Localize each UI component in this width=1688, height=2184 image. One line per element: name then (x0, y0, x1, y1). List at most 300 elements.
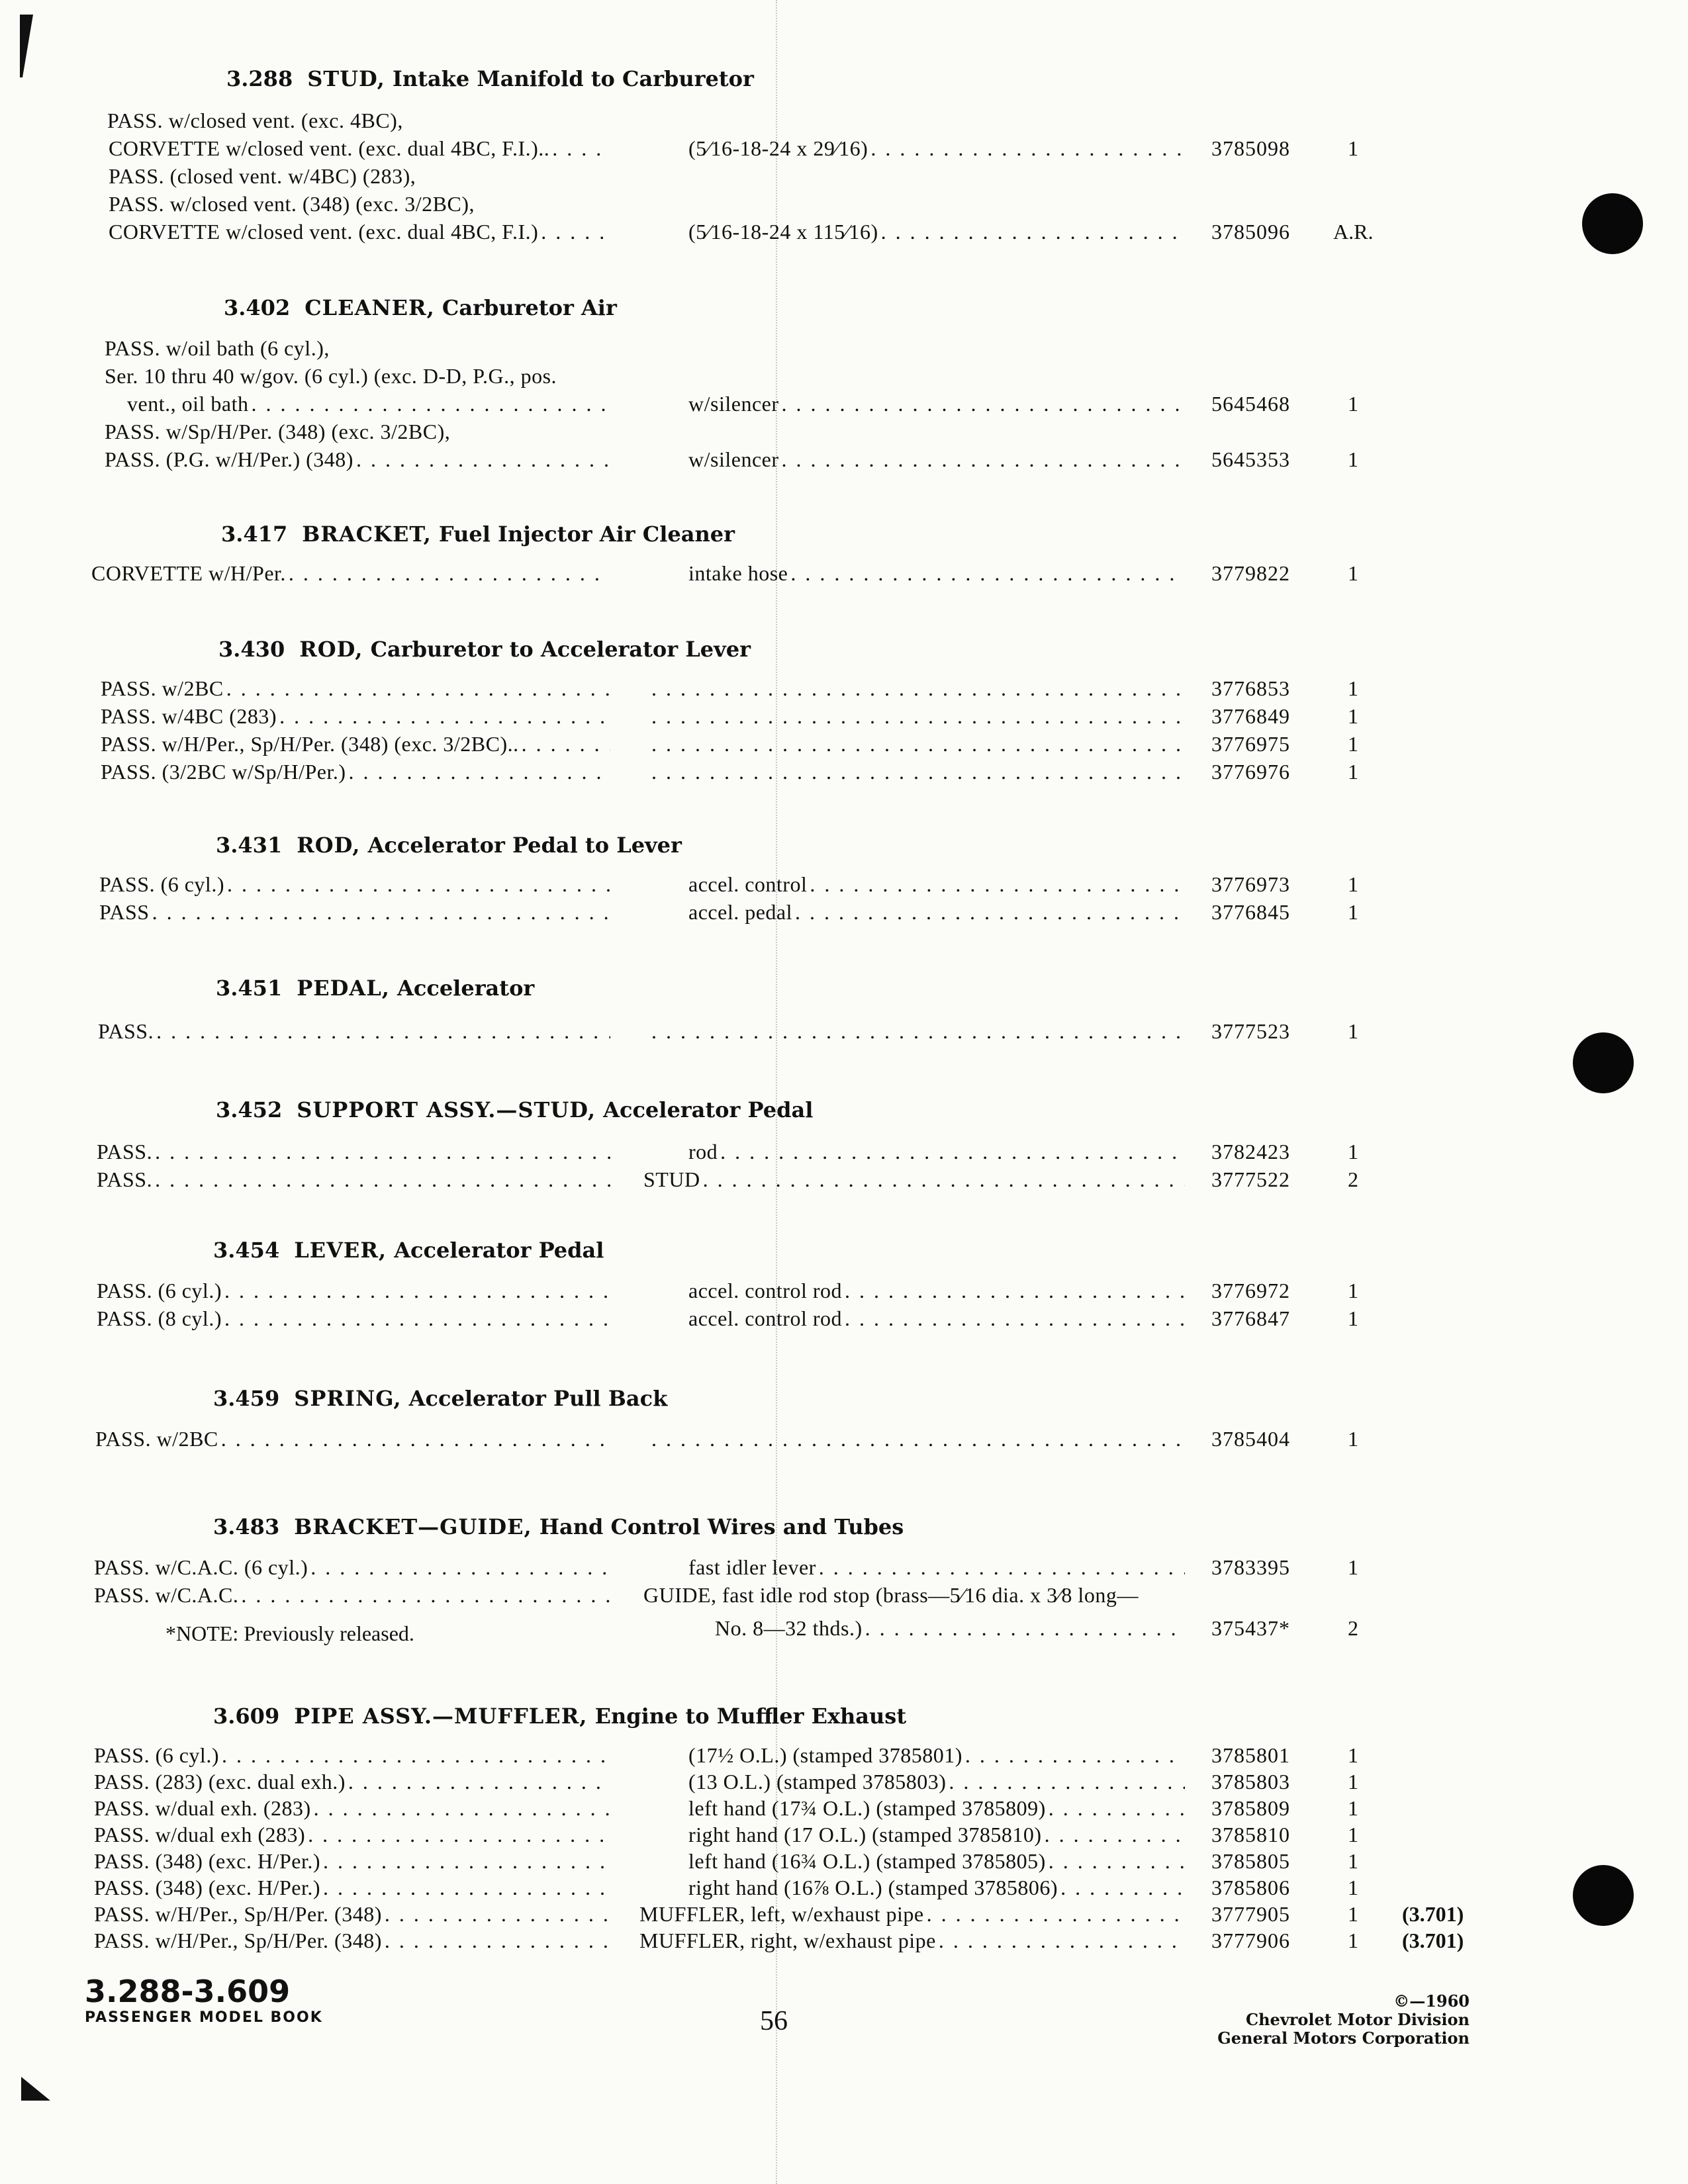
part-number: 3785805 (1211, 1849, 1290, 1873)
leader-dots (949, 1770, 1185, 1794)
application-cell (94, 1929, 610, 1953)
quantity: 1 (1348, 1306, 1358, 1330)
quantity: 1 (1348, 1743, 1358, 1767)
table-row (0, 1167, 1688, 1195)
part-number: 3785404 (1211, 1427, 1290, 1451)
description-cell (649, 732, 1185, 756)
application-cell (101, 704, 610, 729)
part-number: 3777523 (1211, 1019, 1290, 1043)
description-text: (17½ O.L.) (stamped 3785801) (688, 1743, 962, 1767)
leader-dots (226, 676, 610, 701)
table-row (0, 1770, 1688, 1797)
leader-dots (790, 561, 1185, 586)
description-cell (688, 1770, 1185, 1794)
table-row (0, 1902, 1688, 1930)
leader-dots (651, 760, 1185, 784)
part-number: 3785809 (1211, 1796, 1290, 1820)
leader-dots (819, 1555, 1185, 1580)
description-text: MUFFLER, right, w/exhaust pipe (639, 1929, 936, 1952)
part-number: 3776973 (1211, 872, 1290, 896)
leader-dots (356, 447, 610, 472)
leader-dots (310, 1555, 610, 1580)
description-cell (649, 760, 1185, 784)
description-cell (688, 220, 1185, 244)
leader-dots (155, 1140, 610, 1164)
leader-dots (522, 732, 610, 756)
application-text: PASS. (97, 1167, 153, 1191)
part-number: 3777906 (1211, 1929, 1290, 1952)
footer-group-range: 3.288-3.609 (85, 1974, 291, 2009)
group-number: 3.609 (213, 1704, 280, 1729)
description-text: accel. control rod (688, 1279, 842, 1302)
leader-dots (241, 1583, 610, 1608)
application-text: PASS. (283) (exc. dual exh.) (94, 1770, 346, 1794)
part-number: 375437* (1211, 1616, 1290, 1640)
description-cell (688, 1743, 1185, 1768)
description-text: (5⁄16-18-24 x 29⁄16) (688, 136, 868, 160)
application-cell (94, 1823, 610, 1847)
quantity: 1 (1348, 1019, 1358, 1043)
application-cell (91, 561, 610, 586)
part-number: 3776976 (1211, 760, 1290, 784)
application-text: PASS. w/C.A.C. (94, 1583, 239, 1607)
quantity: 1 (1348, 872, 1358, 896)
leader-dots (224, 1306, 610, 1331)
application-text: PASS. (P.G. w/H/Per.) (348) (105, 447, 353, 471)
table-row (0, 1019, 1688, 1047)
application-cell (97, 1140, 610, 1164)
part-description: Intake Manifold to Carburetor (392, 66, 754, 91)
leader-dots (279, 704, 610, 729)
application-cell (109, 136, 610, 161)
application-text: PASS (99, 900, 150, 924)
section-heading (221, 522, 735, 547)
application-text: PASS. (closed vent. w/4BC) (283), (109, 164, 416, 188)
leader-dots (155, 1167, 610, 1192)
corner-crop-mark (20, 15, 33, 77)
application-text: PASS. w/4BC (283) (101, 704, 277, 728)
description-text: MUFFLER, left, w/exhaust pipe (639, 1902, 924, 1926)
application-text: PASS. w/H/Per., Sp/H/Per. (348) (exc. 3/2BC).. (101, 732, 519, 756)
part-name: LEVER, (294, 1238, 387, 1263)
application-cell (94, 1770, 610, 1794)
group-number: 3.451 (216, 976, 283, 1001)
quantity: 1 (1348, 1279, 1358, 1302)
application-text: PASS. (348) (exc. H/Per.) (94, 1849, 320, 1873)
part-description: Fuel Injector Air Cleaner (438, 522, 735, 547)
part-number: 3777522 (1211, 1167, 1290, 1191)
description-cell (688, 1849, 1185, 1874)
leader-dots (314, 1796, 610, 1821)
section-heading (216, 1097, 813, 1122)
description-text: intake hose (688, 561, 788, 585)
quantity: 1 (1348, 1902, 1358, 1926)
leader-dots (323, 1876, 610, 1900)
application-text: PASS. w/dual exh (283) (94, 1823, 306, 1846)
description-cell (688, 1823, 1185, 1847)
description-text: No. 8—32 thds.) (715, 1616, 863, 1640)
application-cell (97, 1279, 610, 1303)
leader-dots (1049, 1849, 1185, 1874)
description-cell (643, 1167, 1185, 1192)
table-row (0, 1743, 1688, 1771)
table-row (0, 109, 1688, 136)
description-cell (688, 447, 1185, 472)
description-cell (649, 704, 1185, 729)
part-number: 3779822 (1211, 561, 1290, 585)
leader-dots (289, 561, 610, 586)
description-text: accel. pedal (688, 900, 792, 924)
part-number: 3777905 (1211, 1902, 1290, 1926)
leader-dots (385, 1929, 610, 1953)
application-cell (94, 1555, 610, 1580)
leader-dots (651, 704, 1185, 729)
leader-dots (348, 1770, 610, 1794)
application-text: PASS. w/closed vent. (exc. 4BC), (107, 109, 403, 132)
part-name: SUPPORT ASSY.—STUD, (297, 1097, 596, 1122)
table-row (0, 1140, 1688, 1167)
part-number: 3776975 (1211, 732, 1290, 756)
application-text: PASS. (6 cyl.) (94, 1743, 219, 1767)
quantity: 1 (1348, 1823, 1358, 1846)
quantity: 1 (1348, 1770, 1358, 1794)
leader-dots (152, 900, 610, 925)
description-text: accel. control rod (688, 1306, 842, 1330)
application-text: PASS. w/H/Per., Sp/H/Per. (348) (94, 1929, 382, 1952)
leader-dots (385, 1902, 610, 1927)
application-text: PASS. (6 cyl.) (97, 1279, 222, 1302)
application-cell (109, 192, 771, 216)
table-row (0, 732, 1688, 760)
description-text: w/silencer (688, 447, 779, 471)
application-cell (109, 220, 610, 244)
copyright-division: Chevrolet Motor Division (1246, 2010, 1470, 2029)
group-number: 3.459 (213, 1386, 280, 1411)
table-row (0, 1555, 1688, 1583)
application-text: CORVETTE w/H/Per. (91, 561, 286, 585)
leader-dots (870, 136, 1185, 161)
application-cell (101, 760, 610, 784)
application-text: PASS. (3/2BC w/Sp/H/Per.) (101, 760, 346, 784)
part-name: STUD, (307, 66, 385, 91)
part-number: 3782423 (1211, 1140, 1290, 1163)
part-number: 3785806 (1211, 1876, 1290, 1899)
description-cell (688, 1306, 1185, 1331)
quantity: 1 (1348, 900, 1358, 924)
application-text: PASS. (6 cyl.) (99, 872, 224, 896)
quantity: 1 (1348, 1140, 1358, 1163)
table-row (0, 336, 1688, 364)
part-number: 3776972 (1211, 1279, 1290, 1302)
group-number: 3.402 (224, 295, 291, 320)
part-number: 3785803 (1211, 1770, 1290, 1794)
leader-dots (323, 1849, 610, 1874)
quantity: A.R. (1333, 220, 1374, 244)
application-cell (105, 336, 767, 361)
application-text: PASS. w/dual exh. (283) (94, 1796, 311, 1820)
leader-dots (795, 900, 1185, 925)
description-text: STUD (643, 1167, 700, 1191)
footnote: *NOTE: Previously released. (165, 1621, 414, 1645)
part-name: SPRING, (294, 1386, 402, 1411)
cross-reference: (3.701) (1402, 1929, 1464, 1952)
application-cell (94, 1743, 610, 1768)
application-cell (105, 447, 610, 472)
leader-dots (720, 1140, 1185, 1164)
section-heading (224, 295, 617, 320)
leader-dots (651, 1019, 1185, 1044)
quantity: 1 (1348, 732, 1358, 756)
leader-dots (221, 1427, 610, 1451)
table-row (0, 392, 1688, 420)
copyright-block (1217, 1992, 1470, 2048)
application-cell (101, 676, 610, 701)
quantity: 2 (1348, 1616, 1358, 1640)
table-row (0, 872, 1688, 900)
description-text: left hand (16¾ O.L.) (stamped 3785805) (688, 1849, 1046, 1873)
leader-dots (782, 392, 1186, 416)
description-text: (5⁄16-18-24 x 115⁄16) (688, 220, 878, 244)
quantity: 1 (1348, 1427, 1358, 1451)
description-cell (688, 392, 1185, 416)
table-row (0, 420, 1688, 447)
quantity: 1 (1348, 136, 1358, 160)
application-cell (98, 1019, 610, 1044)
section-heading (216, 976, 534, 1001)
application-text: PASS. w/2BC (95, 1427, 218, 1451)
description-cell (715, 1616, 1185, 1641)
leader-dots (881, 220, 1185, 244)
leader-dots (651, 732, 1185, 756)
part-number: 3783395 (1211, 1555, 1290, 1579)
group-number: 3.430 (218, 637, 285, 662)
leader-dots (1060, 1876, 1185, 1900)
description-text: left hand (17¾ O.L.) (stamped 3785809) (688, 1796, 1046, 1820)
part-name: BRACKET, (302, 522, 432, 547)
application-cell (99, 900, 610, 925)
quantity: 1 (1348, 1876, 1358, 1899)
application-text: PASS. (97, 1140, 153, 1163)
part-name: CLEANER, (305, 295, 435, 320)
table-row (0, 192, 1688, 220)
part-name: ROD, (299, 637, 363, 662)
description-cell (649, 1019, 1185, 1044)
part-description: Hand Control Wires and Tubes (539, 1514, 904, 1539)
application-cell (94, 1902, 610, 1927)
description-cell (688, 1279, 1185, 1303)
table-row (0, 704, 1688, 732)
cross-reference: (3.701) (1402, 1902, 1464, 1926)
leader-dots (552, 136, 610, 161)
leader-dots (845, 1279, 1185, 1303)
application-cell (105, 420, 767, 444)
leader-dots (845, 1306, 1185, 1331)
description-cell (688, 1876, 1185, 1900)
part-number: 3776849 (1211, 704, 1290, 728)
description-cell (643, 1583, 1476, 1608)
application-text: PASS. w/C.A.C. (6 cyl.) (94, 1555, 308, 1579)
description-text: GUIDE, fast idle rod stop (brass—5⁄16 dia. x 3⁄8 long— (643, 1583, 1139, 1607)
description-cell (688, 561, 1185, 586)
leader-dots (865, 1616, 1185, 1641)
leader-dots (227, 872, 610, 897)
description-cell (688, 1796, 1185, 1821)
table-row (0, 561, 1688, 589)
application-text: PASS. w/Sp/H/Per. (348) (exc. 3/2BC), (105, 420, 451, 443)
description-text: fast idler lever (688, 1555, 816, 1579)
leader-dots (703, 1167, 1185, 1192)
table-row (0, 447, 1688, 475)
application-cell (94, 1849, 610, 1874)
quantity: 1 (1348, 1929, 1358, 1952)
table-row (0, 1279, 1688, 1306)
description-text: right hand (16⅞ O.L.) (stamped 3785806) (688, 1876, 1058, 1899)
description-cell (688, 900, 1185, 925)
quantity: 1 (1348, 561, 1358, 585)
table-row (0, 900, 1688, 928)
table-row (0, 1796, 1688, 1824)
section-heading (218, 637, 751, 662)
description-cell (649, 676, 1185, 701)
part-number: 5645353 (1211, 447, 1290, 471)
quantity: 1 (1348, 760, 1358, 784)
quantity: 1 (1348, 1555, 1358, 1579)
table-row (0, 676, 1688, 704)
description-cell (649, 1427, 1185, 1451)
table-row (0, 760, 1688, 788)
part-name: ROD, (297, 833, 361, 858)
group-number: 3.288 (226, 66, 293, 91)
table-row (0, 1929, 1688, 1956)
part-number: 5645468 (1211, 392, 1290, 416)
application-cell (97, 1306, 610, 1331)
part-name: PEDAL, (297, 976, 390, 1001)
leader-dots (156, 1019, 610, 1044)
corner-crop-mark (21, 2077, 50, 2101)
table-row (0, 136, 1688, 164)
leader-dots (1045, 1823, 1185, 1847)
leader-dots (810, 872, 1185, 897)
part-number: 3776845 (1211, 900, 1290, 924)
part-number: 3785810 (1211, 1823, 1290, 1846)
table-row (0, 1306, 1688, 1334)
table-row (0, 220, 1688, 248)
part-description: Accelerator Pedal to Lever (367, 833, 682, 858)
section-heading (213, 1514, 904, 1539)
application-text: CORVETTE w/closed vent. (exc. dual 4BC, F.I.).. (109, 136, 550, 160)
application-text: PASS. w/2BC (101, 676, 224, 700)
copyright-year: ©—1960 (1393, 1991, 1470, 2011)
quantity: 1 (1348, 1849, 1358, 1873)
copyright-corporation: General Motors Corporation (1217, 2028, 1470, 2048)
application-cell (94, 1796, 610, 1821)
part-description: Accelerator (397, 976, 535, 1001)
description-cell (688, 1555, 1185, 1580)
section-heading (213, 1386, 667, 1411)
group-number: 3.454 (213, 1238, 280, 1263)
application-cell (94, 1583, 610, 1608)
application-text: PASS. w/oil bath (6 cyl.), (105, 336, 330, 360)
leader-dots (651, 1427, 1185, 1451)
application-cell (101, 732, 610, 756)
description-text: w/silencer (688, 392, 779, 416)
table-row (0, 1876, 1688, 1903)
part-number: 3785098 (1211, 136, 1290, 160)
leader-dots (651, 676, 1185, 701)
leader-dots (939, 1929, 1185, 1953)
description-cell (688, 136, 1185, 161)
table-row (0, 1849, 1688, 1877)
table-row (0, 1427, 1688, 1455)
quantity: 1 (1348, 392, 1358, 416)
description-text: (13 O.L.) (stamped 3785803) (688, 1770, 947, 1794)
part-description: Accelerator Pedal (603, 1097, 814, 1122)
part-description: Engine to Muffler Exhaust (594, 1704, 907, 1729)
section-heading (216, 833, 682, 858)
application-text: PASS. (348) (exc. H/Per.) (94, 1876, 320, 1899)
application-text: PASS. w/H/Per., Sp/H/Per. (348) (94, 1902, 382, 1926)
application-cell (97, 1167, 610, 1192)
application-cell (107, 109, 769, 133)
group-number: 3.452 (216, 1097, 283, 1122)
description-cell (688, 872, 1185, 897)
leader-dots (965, 1743, 1185, 1768)
leader-dots (222, 1743, 610, 1768)
page-number: 56 (760, 2006, 788, 2036)
description-text: accel. control (688, 872, 808, 896)
application-cell (94, 1876, 610, 1900)
leader-dots (224, 1279, 610, 1303)
description-text: right hand (17 O.L.) (stamped 3785810) (688, 1823, 1042, 1846)
part-number: 3785801 (1211, 1743, 1290, 1767)
application-text: PASS. w/closed vent. (348) (exc. 3/2BC), (109, 192, 475, 216)
leader-dots (782, 447, 1186, 472)
leader-dots (349, 760, 610, 784)
application-text: CORVETTE w/closed vent. (exc. dual 4BC, F.I.) (109, 220, 539, 244)
description-cell (639, 1929, 1185, 1953)
quantity: 2 (1348, 1167, 1358, 1191)
application-cell (99, 872, 610, 897)
description-cell (688, 1140, 1185, 1164)
table-row (0, 164, 1688, 192)
application-text: vent., oil bath (127, 392, 249, 416)
group-number: 3.483 (213, 1514, 280, 1539)
leader-dots (541, 220, 610, 244)
part-number: 3776853 (1211, 676, 1290, 700)
application-cell (127, 392, 610, 416)
part-description: Accelerator Pull Back (408, 1386, 668, 1411)
leader-dots (251, 392, 610, 416)
table-row (0, 1583, 1688, 1611)
part-number: 3785096 (1211, 220, 1290, 244)
section-heading (213, 1704, 906, 1729)
leader-dots (308, 1823, 610, 1847)
footer-book-title: PASSENGER MODEL BOOK (85, 2009, 323, 2026)
application-text: PASS. (98, 1019, 154, 1043)
part-description: Carburetor Air (442, 295, 617, 320)
description-text: rod (688, 1140, 718, 1163)
part-name: BRACKET—GUIDE, (294, 1514, 532, 1539)
part-number: 3776847 (1211, 1306, 1290, 1330)
application-cell (95, 1427, 610, 1451)
part-name: PIPE ASSY.—MUFFLER, (294, 1704, 588, 1729)
quantity: 1 (1348, 1796, 1358, 1820)
application-cell (109, 164, 771, 189)
table-row (0, 364, 1688, 392)
part-description: Accelerator Pedal (394, 1238, 604, 1263)
quantity: 1 (1348, 704, 1358, 728)
group-number: 3.417 (221, 522, 288, 547)
